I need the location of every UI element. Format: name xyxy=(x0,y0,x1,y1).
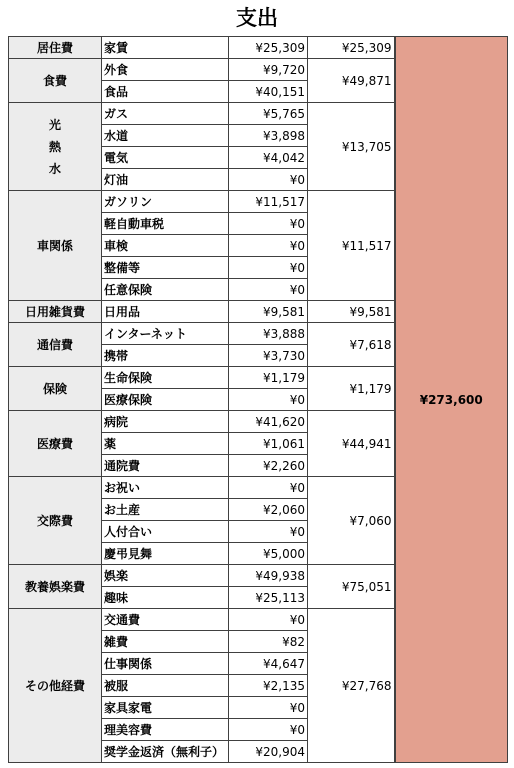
item-label: 病院 xyxy=(102,411,229,433)
expense-table-body xyxy=(9,37,508,763)
category-name: 居住費 xyxy=(9,37,102,59)
category-subtotal: ¥13,705 xyxy=(308,103,395,191)
item-amount: ¥3,898 xyxy=(229,125,308,147)
category-subtotal: ¥9,581 xyxy=(308,301,395,323)
item-label: 医療保険 xyxy=(102,389,229,411)
item-label: 整備等 xyxy=(102,257,229,279)
item-label: 娯楽 xyxy=(102,565,229,587)
item-amount: ¥0 xyxy=(229,521,308,543)
item-amount: ¥2,060 xyxy=(229,499,308,521)
item-amount: ¥9,720 xyxy=(229,59,308,81)
category-subtotal: ¥7,060 xyxy=(308,477,395,565)
item-label: 車検 xyxy=(102,235,229,257)
item-label: 趣味 xyxy=(102,587,229,609)
item-label: 生命保険 xyxy=(102,367,229,389)
item-amount: ¥4,647 xyxy=(229,653,308,675)
category-name: 車関係 xyxy=(9,191,102,301)
item-amount: ¥0 xyxy=(229,697,308,719)
item-label: 電気 xyxy=(102,147,229,169)
item-label: 慶弔見舞 xyxy=(102,543,229,565)
page-title: 支出 xyxy=(236,6,278,30)
category-subtotal: ¥7,618 xyxy=(308,323,395,367)
item-amount: ¥9,581 xyxy=(229,301,308,323)
item-label: 水道 xyxy=(102,125,229,147)
item-amount: ¥82 xyxy=(229,631,308,653)
item-label: 薬 xyxy=(102,433,229,455)
item-amount: ¥41,620 xyxy=(229,411,308,433)
category-subtotal: ¥25,309 xyxy=(308,37,395,59)
item-amount: ¥0 xyxy=(229,257,308,279)
category-subtotal: ¥27,768 xyxy=(308,609,395,763)
item-label: ガス xyxy=(102,103,229,125)
category-subtotal: ¥75,051 xyxy=(308,565,395,609)
item-amount: ¥40,151 xyxy=(229,81,308,103)
item-amount: ¥0 xyxy=(229,213,308,235)
category-name: 保険 xyxy=(9,367,102,411)
item-label: 外食 xyxy=(102,59,229,81)
item-label: 仕事関係 xyxy=(102,653,229,675)
item-amount: ¥25,309 xyxy=(229,37,308,59)
category-subtotal: ¥49,871 xyxy=(308,59,395,103)
item-amount: ¥4,042 xyxy=(229,147,308,169)
category-name: 通信費 xyxy=(9,323,102,367)
item-label: 食品 xyxy=(102,81,229,103)
item-amount: ¥11,517 xyxy=(229,191,308,213)
item-label: 奨学金返済（無利子） xyxy=(102,741,229,763)
item-amount: ¥5,000 xyxy=(229,543,308,565)
item-amount: ¥3,730 xyxy=(229,345,308,367)
item-amount: ¥20,904 xyxy=(229,741,308,763)
item-label: 交通費 xyxy=(102,609,229,631)
item-label: ガソリン xyxy=(102,191,229,213)
item-amount: ¥49,938 xyxy=(229,565,308,587)
expense-row xyxy=(9,37,508,59)
category-subtotal: ¥1,179 xyxy=(308,367,395,411)
item-label: 灯油 xyxy=(102,169,229,191)
item-label: 日用品 xyxy=(102,301,229,323)
item-amount: ¥0 xyxy=(229,609,308,631)
item-label: インターネット xyxy=(102,323,229,345)
item-label: 被服 xyxy=(102,675,229,697)
item-label: 雑費 xyxy=(102,631,229,653)
item-amount: ¥1,179 xyxy=(229,367,308,389)
item-label: お祝い xyxy=(102,477,229,499)
item-amount: ¥25,113 xyxy=(229,587,308,609)
item-amount: ¥2,260 xyxy=(229,455,308,477)
item-label: 携帯 xyxy=(102,345,229,367)
item-amount: ¥3,888 xyxy=(229,323,308,345)
category-name: 日用雑貨費 xyxy=(9,301,102,323)
item-amount: ¥0 xyxy=(229,477,308,499)
item-amount: ¥2,135 xyxy=(229,675,308,697)
item-amount: ¥1,061 xyxy=(229,433,308,455)
item-label: 通院費 xyxy=(102,455,229,477)
category-name: 光 熱 水 xyxy=(9,103,102,191)
item-label: お土産 xyxy=(102,499,229,521)
item-amount: ¥0 xyxy=(229,389,308,411)
item-label: 家賃 xyxy=(102,37,229,59)
category-name: その他経費 xyxy=(9,609,102,763)
grand-total: ¥273,600 xyxy=(395,37,508,763)
category-name: 食費 xyxy=(9,59,102,103)
category-name: 医療費 xyxy=(9,411,102,477)
expense-table xyxy=(8,36,508,763)
category-name: 交際費 xyxy=(9,477,102,565)
item-amount: ¥0 xyxy=(229,235,308,257)
item-label: 任意保険 xyxy=(102,279,229,301)
item-amount: ¥0 xyxy=(229,719,308,741)
category-subtotal: ¥44,941 xyxy=(308,411,395,477)
item-label: 人付合い xyxy=(102,521,229,543)
item-label: 家具家電 xyxy=(102,697,229,719)
item-label: 軽自動車税 xyxy=(102,213,229,235)
category-subtotal: ¥11,517 xyxy=(308,191,395,301)
item-amount: ¥0 xyxy=(229,169,308,191)
item-label: 理美容費 xyxy=(102,719,229,741)
item-amount: ¥5,765 xyxy=(229,103,308,125)
category-name: 教養娯楽費 xyxy=(9,565,102,609)
item-amount: ¥0 xyxy=(229,279,308,301)
